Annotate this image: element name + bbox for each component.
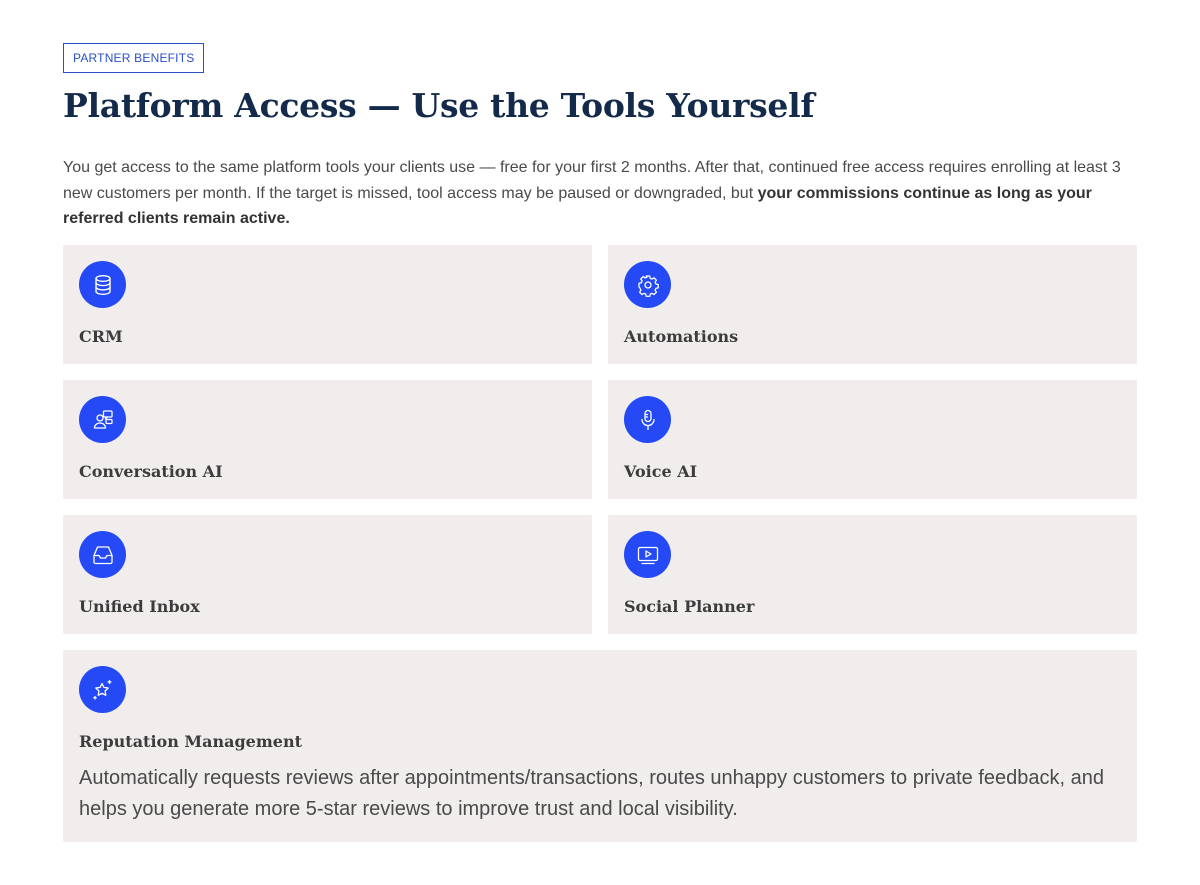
tool-card-conversation-ai: [63, 380, 592, 499]
tool-description: Automatically requests reviews after appointments/transactions, routes unhappy customers to private feedback, and helps you generate more 5-star reviews to improve trust and local visibility.: [79, 767, 1104, 820]
page-title: Platform Access — Use the Tools Yourself: [63, 86, 815, 125]
tool-name: Voice AI: [624, 462, 698, 481]
star-sparkle-icon: [79, 666, 126, 713]
gear-icon: [624, 261, 671, 308]
tool-card-social-planner: [608, 515, 1137, 634]
microphone-icon: [624, 396, 671, 443]
tool-card-reputation-management: [63, 650, 1137, 842]
tool-card-crm: [63, 245, 592, 364]
section-badge: PARTNER BENEFITS: [63, 43, 204, 73]
video-play-icon: [624, 531, 671, 578]
tool-card-automations: [608, 245, 1137, 364]
inbox-icon: [79, 531, 126, 578]
tool-card-voice-ai: [608, 380, 1137, 499]
tool-name: Automations: [624, 327, 739, 346]
tool-name: CRM: [79, 327, 123, 346]
intro-bold-text: your commissions continue as long as your referred clients remain active.: [63, 184, 1092, 227]
tool-name: Conversation AI: [79, 462, 223, 481]
tool-name: Reputation Management: [79, 732, 302, 751]
tool-card-unified-inbox: [63, 515, 592, 634]
tool-name: Unified Inbox: [79, 597, 200, 616]
intro-text: You get access to the same platform tools your clients use — free for your first 2 months. After that, continued free access requires enrolling at least 3 new customers per month. If the target is missed, tool access may be paused or downgraded, but: [63, 159, 1121, 202]
database-icon: [79, 261, 126, 308]
tool-name: Social Planner: [624, 597, 755, 616]
chat-user-icon: [79, 396, 126, 443]
platform-access-section: [63, 43, 1137, 820]
intro-paragraph: [63, 155, 1133, 232]
